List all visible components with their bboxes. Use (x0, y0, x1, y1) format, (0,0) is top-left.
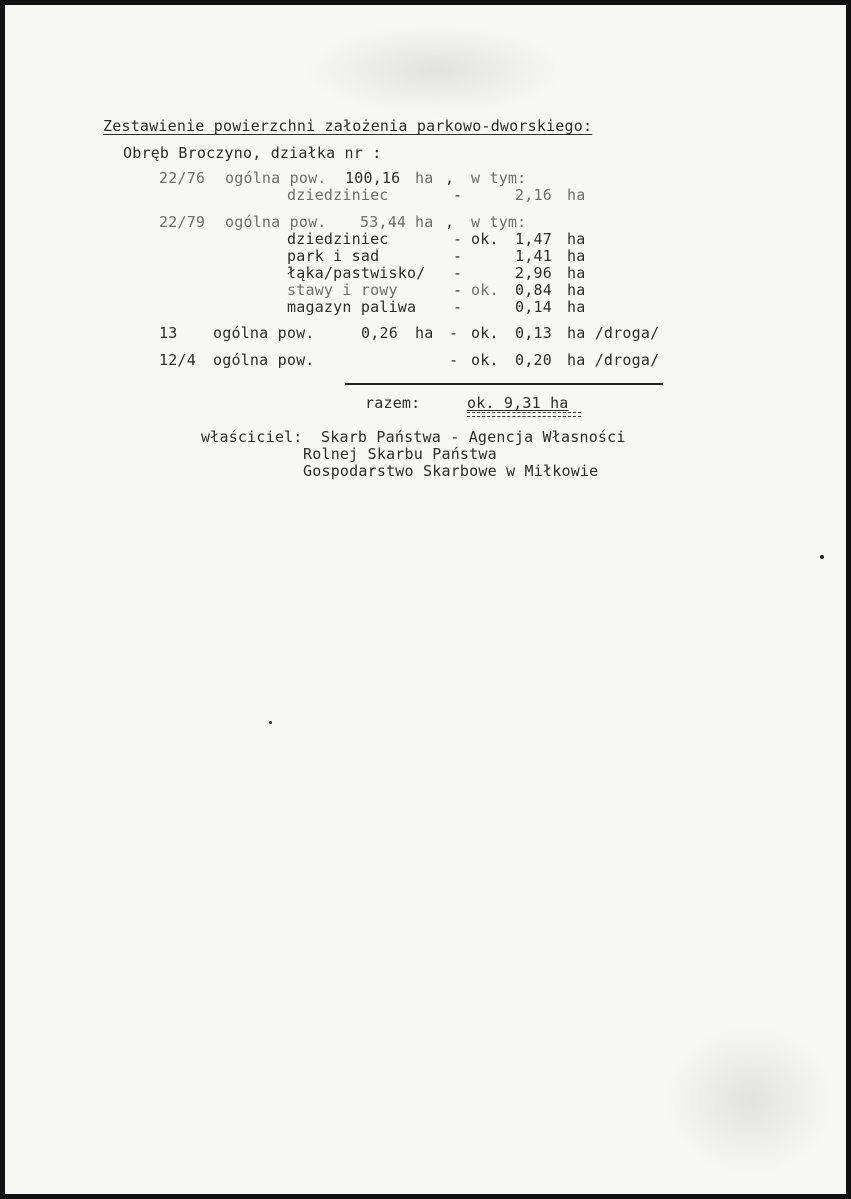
parcel-number: 13 (159, 324, 178, 342)
separator: - (453, 247, 463, 265)
sub-area-label: magazyn paliwa (287, 298, 417, 316)
total-label: razem: (365, 394, 421, 412)
approx-marker: ok. (471, 351, 499, 369)
scan-speck (269, 721, 272, 724)
scan-speck (820, 555, 824, 559)
area-value: 100,16 (345, 169, 401, 187)
separator: - (449, 324, 459, 342)
separator: - (453, 281, 463, 299)
document-title: Zestawienie powierzchni założenia parkowo-dworskiego: (103, 117, 593, 135)
sub-area-unit: ha (567, 281, 586, 299)
sub-area-label: dziedziniec (287, 186, 389, 204)
sub-area-label: stawy i rowy (287, 281, 398, 299)
separator: , (445, 169, 455, 187)
sub-area-unit: ha (567, 264, 586, 282)
including-label: w tym: (471, 169, 527, 187)
owner-label: właściciel: (201, 428, 303, 446)
owner-line: Rolnej Skarbu Państwa (303, 445, 497, 463)
sub-area-unit: ha /droga/ (567, 324, 660, 342)
area-label: ogólna pow. (213, 324, 315, 342)
area-value: 0,26 (361, 324, 398, 342)
separator: - (453, 186, 463, 204)
sub-area-value: 0,20 (515, 351, 552, 369)
sub-area-value: 2,96 (515, 264, 552, 282)
sub-area-label: łąka/pastwisko/ (287, 264, 426, 282)
area-unit: ha (415, 169, 434, 187)
sub-area-unit: ha (567, 298, 586, 316)
area-unit: ha (415, 213, 434, 231)
sub-area-unit: ha (567, 186, 586, 204)
area-value: 53,44 (360, 213, 407, 231)
separator: - (453, 264, 463, 282)
separator: - (453, 230, 463, 248)
separator: - (453, 298, 463, 316)
scan-smudge (665, 1025, 835, 1175)
sub-area-label: dziedziniec (287, 230, 389, 248)
sub-area-unit: ha (567, 230, 586, 248)
area-label: ogólna pow. (213, 351, 315, 369)
sub-area-value: 0,84 (515, 281, 552, 299)
approx-marker: ok. (471, 281, 499, 299)
area-unit: ha (415, 324, 434, 342)
owner-line: Gospodarstwo Skarbowe w Miłkowie (303, 462, 599, 480)
sub-area-value: 1,41 (515, 247, 552, 265)
sub-area-value: 1,47 (515, 230, 552, 248)
parcel-number: 22/79 (159, 213, 206, 231)
scan-smudge (305, 25, 565, 115)
sub-area-value: 0,14 (515, 298, 552, 316)
including-label: w tym: (471, 213, 527, 231)
owner-line: Skarb Państwa - Agencja Własności (321, 428, 626, 446)
approx-marker: ok. (471, 324, 499, 342)
area-label: ogólna pow. (225, 169, 327, 187)
approx-marker: ok. (471, 230, 499, 248)
total-double-underline (467, 412, 581, 417)
sub-area-value: 2,16 (515, 186, 552, 204)
sub-area-label: park i sad (287, 247, 380, 265)
total-value: ok. 9,31 ha (467, 394, 569, 412)
sub-area-unit: ha /droga/ (567, 351, 660, 369)
separator: , (445, 213, 455, 231)
separator: - (449, 351, 459, 369)
area-label: ogólna pow. (225, 213, 327, 231)
sub-area-unit: ha (567, 247, 586, 265)
section-subtitle: Obręb Broczyno, działka nr : (123, 144, 382, 162)
total-rule (345, 383, 663, 385)
sub-area-value: 0,13 (515, 324, 552, 342)
parcel-number: 12/4 (159, 351, 196, 369)
parcel-number: 22/76 (159, 169, 206, 187)
